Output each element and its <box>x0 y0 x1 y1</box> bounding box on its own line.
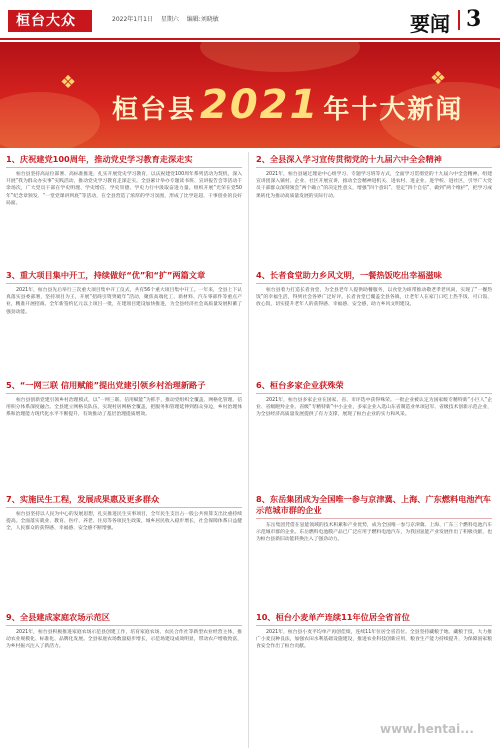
header-rule <box>0 38 500 40</box>
cloud-decoration <box>200 42 360 72</box>
issue-info <box>112 14 225 23</box>
article-10 <box>256 612 492 651</box>
article-title: 8、东岳集团成为全国唯一参与京津冀、上海、广东燃料电池汽车示范城市群的企业 <box>256 494 492 519</box>
article-title: 7、实施民生工程，发展成果惠及更多群众 <box>6 494 242 508</box>
section-title: 要闻 <box>410 12 450 36</box>
article-title: 2、全县深入学习宣传贯彻党的十九届六中全会精神 <box>256 154 492 168</box>
article-body: 桓台县着力打造长者食堂，为全县老年人提供助餐服务，以食堂为纽带推动敬老孝老风尚，实现了“一餐热饭”的幸福生活，得到社会各界广泛好评。长者食堂已覆盖全县各镇，让老年人在家门口吃上热乎饭、可口饭、放心饭，切实提升老年人的获得感、幸福感、安全感，助力乡风文明建设。 <box>256 288 492 308</box>
article-body: 2021年，桓台县小麦平均单产再创佳绩，连续11年位居全省首位。全县坚持藏粮于地、藏粮于技，大力推广小麦良种良法，加强农田水利基础设施建设，推进农业科技创新应用，粮食生产能力持续提升，为保障国家粮食安全作出了桓台贡献。 <box>256 630 492 650</box>
article-title: 9、全县建成家庭农场示范区 <box>6 612 242 626</box>
article-4 <box>256 270 492 309</box>
article-1 <box>6 154 242 207</box>
page-separator <box>458 10 460 30</box>
article-title: 4、长者食堂助力乡风文明，一餐热饭吃出幸福滋味 <box>256 270 492 284</box>
article-title: 6、桓台多家企业获殊荣 <box>256 380 492 394</box>
article-8 <box>256 494 492 544</box>
article-body: 桓台县坚持以人民为中心的发展思想，扎实推进民生实事项目，全年民生支出占一般公共预算支出比重持续提高。全面落实就业、教育、医疗、养老、住房等各项民生政策，城乡居民收入稳步增长，社会保障体系日益健全，人民群众的获得感、幸福感、安全感不断增强。 <box>6 512 242 532</box>
masthead <box>0 0 500 40</box>
article-2 <box>256 154 492 200</box>
cloud-decoration <box>0 92 100 148</box>
article-body: 桓台县创新党建引领乡村治理模式，以“一网三联、信用赋能”为抓手，推动党组织全覆盖、网格化管理、信用积分体系深度融合。全县建立网格员队伍，实现村居网格全覆盖，把服务和管理延伸到群众身边，乡村治理体系和治理能力现代化水平不断提升，有效推动了基层治理提质增效。 <box>6 398 242 418</box>
article-body: 桓台县坚持高站位部署、高标准推进，扎实开展党史学习教育，以庆祝建党100周年系列活动为契机，深入开展“我为群众办实事”实践活动，推动党史学习教育走深走实。全县累计举办专题读书班、宣讲报告会等活动千余场次，广大党员干部在学史明理、学史增信、学史崇德、学史力行中汲取奋进力量。组织开展“光荣在党50年”纪念章颁发、“一堂党课讲到底”等活动，在全县营造了浓厚的学习氛围，形成了比学赶超、干事创业的良好局面。 <box>6 172 242 206</box>
lantern-icon: ❖ <box>430 68 447 89</box>
banner-year: 2021 <box>200 82 320 128</box>
column-divider <box>248 152 249 748</box>
article-title: 1、庆祝建党100周年，推动党史学习教育走深走实 <box>6 154 242 168</box>
article-9 <box>6 612 242 651</box>
banner-prefix: 桓台县 <box>112 95 197 125</box>
watermark: www.hentai... <box>380 722 474 736</box>
banner <box>0 42 500 148</box>
article-body: 2021年，桓台县通过理论中心组学习、专题学习班等方式，全面学习贯彻党的十九届六中全会精神。组建宣讲团深入镇村、企业、社区开展宣讲，推动全会精神进机关、进农村、进企业、进学校、进社区，引导广大党员干部群众深刻领会“两个确立”的决定性意义，增强“四个意识”、坚定“四个自信”、做到“两个维护”，把学习成果转化为推动高质量发展的实际行动。 <box>256 172 492 199</box>
banner-suffix: 年十大新闻 <box>323 95 464 125</box>
banner-title <box>112 82 463 128</box>
lantern-icon: ❖ <box>60 72 77 93</box>
issue-weekday: 星期六 <box>160 16 179 23</box>
newspaper-logo: 桓台大众 <box>8 10 92 32</box>
article-title: 3、重大项目集中开工，持续做好“优”和“扩”两篇文章 <box>6 270 242 284</box>
issue-editor: 编辑:刘晓敏 <box>186 16 219 23</box>
article-6 <box>256 380 492 419</box>
article-7 <box>6 494 242 533</box>
article-title: 5、“一网三联 信用赋能”提出党建引领乡村治理新路子 <box>6 380 242 394</box>
article-body: 2021年，桓台县积极推进家庭农场示范县创建工作，培育家庭农场、农民合作社等新型农业经营主体，推动农业规模化、标准化、品牌化发展。全县家庭农场数量稳步增长，示范场建设成效明显，带动农户增收致富，为乡村振兴注入了新活力。 <box>6 630 242 650</box>
article-body: 东岳集团凭借在氢能领域的技术积累和产业优势，成为全国唯一参与京津冀、上海、广东三个燃料电池汽车示范城市群的企业。东岳燃料电池膜产品已广泛应用于燃料电池汽车，为我国氢能产业发展作出了积极贡献，也为桓台县新旧动能转换注入了强劲动力。 <box>256 523 492 543</box>
article-3 <box>6 270 242 316</box>
article-5 <box>6 380 242 419</box>
article-title: 10、桓台小麦单产连续11年位居全省首位 <box>256 612 492 626</box>
article-body: 2021年，桓台县先后举行三次重大项目集中开工仪式，共有56个重大项目集中开工。一年来，全县上下认真落实县委部署，坚持项目为王，开展“招商引资突破年”活动，聚焦高端化工、新材料、汽车零部件等重点产业，精准开展招商。全年新签约亿元以上项目一批，在建项目建设加快推进，为全县经济社会高质量发展积蓄了强劲动能。 <box>6 288 242 315</box>
article-body: 2021年，桓台县多家企业在国家、省、市评选中获得殊荣。一批企业被认定为国家级专精特新“小巨人”企业、省级瞪羚企业、省级“专精特新”中小企业，多家企业入选山东省制造业单项冠军、省级技术创新示范企业，为全县经济高质量发展提供了有力支撑，展现了桓台企业的实力和风采。 <box>256 398 492 418</box>
page-number: 3 <box>466 6 482 32</box>
issue-date: 2022年1月1日 <box>112 16 153 23</box>
